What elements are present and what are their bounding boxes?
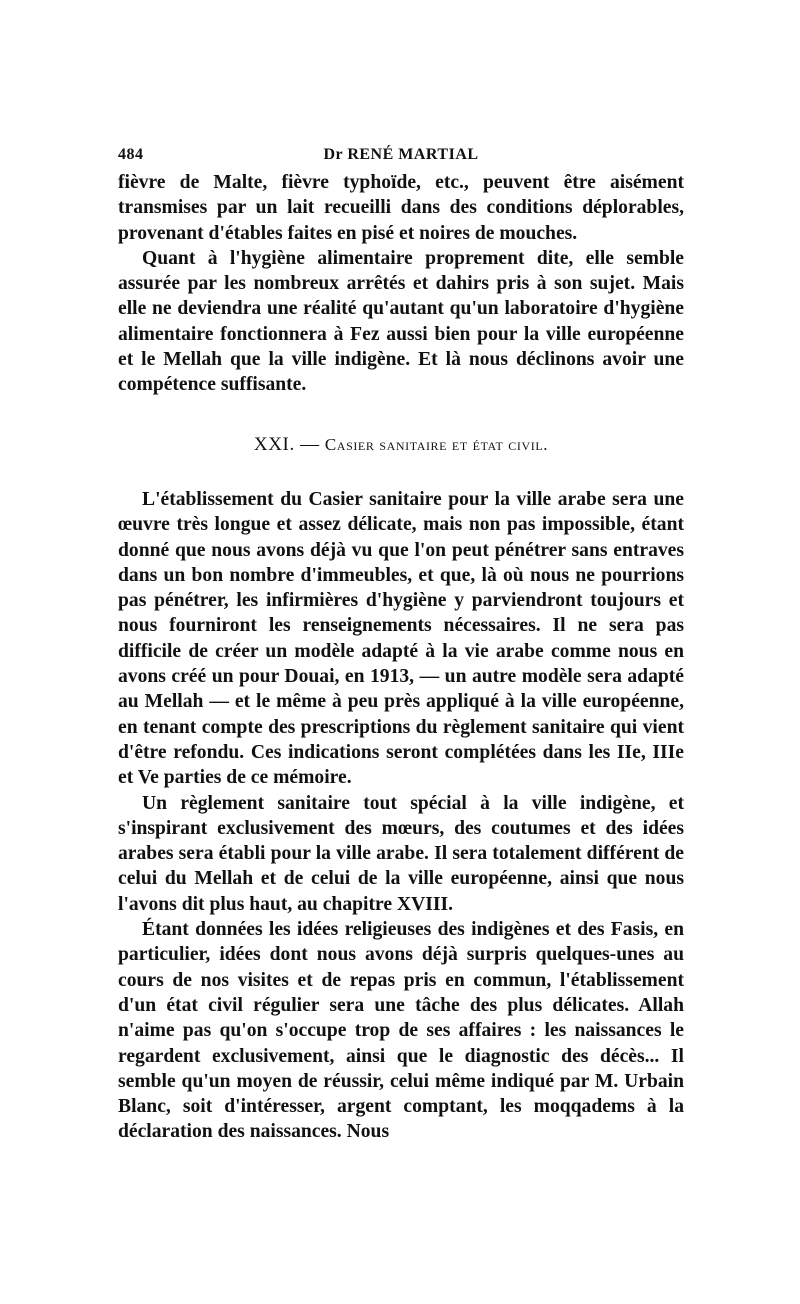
- running-title: Dr RENÉ MARTIAL: [323, 146, 479, 163]
- page-number: 484: [118, 146, 144, 163]
- book-page: [118, 140, 684, 1145]
- section-title: Casier sanitaire et état civil.: [324, 434, 549, 454]
- paragraph-etat-civil: Étant données les idées religieuses des indigènes et des Fasis, en particulier, idées dont nous avons déjà surpris quelques-unes au cours de nos visites et de repas pris en commun, l'établissement d'un état civil régulier sera une tâche des plus délicates. Allah n'aime pas qu'on s'occupe trop de ses affaires : les naissances le regardent exclusivement, ainsi que le diagnostic des décès... Il semble qu'un moyen de réussir, celui même indiqué par M. Urbain Blanc, soit d'intéresser, argent comptant, les moqqadems à la déclaration des naissances. Nous: [118, 919, 684, 1143]
- running-head: [118, 140, 684, 170]
- paragraph-alimentary-hygiene: Quant à l'hygiène alimentaire proprement dite, elle semble assurée par les nombreux arrêtés et dahirs pris à son sujet. Mais elle ne deviendra une réalité qu'autant qu'un laboratoire d'hygiène alimentaire fonctionnera à Fez aussi bien pour la ville européenne et le Mellah que la ville indigène. Et là nous déclinons avoir une compétence suffisante.: [118, 247, 684, 396]
- paragraph-reglement-sanitaire: Un règlement sanitaire tout spécial à la ville indigène, et s'inspirant exclusivement des mœurs, des coutumes et des idées arabes sera établi pour la ville arabe. Il sera totalement différent de celui du Mellah et de celui de la ville européenne, ainsi que nous l'avons dit plus haut, au chapitre XVIII.: [118, 792, 684, 915]
- page-body: [118, 170, 684, 1145]
- paragraph-casier-sanitaire: L'établissement du Casier sanitaire pour la ville arabe sera une œuvre très longue et assez délicate, mais non pas impossible, étant donné que nous avons déjà vu que l'on peut pénétrer sans entraves dans un bon nombre d'immeubles, et que, là où nous ne pourrions pas pénétrer, les infirmières d'hygiène y parviendront toujours et nous fourniront les renseignements nécessaires. Il ne sera pas difficile de créer un modèle adapté à la vie arabe comme nous en avons créé un pour Douai, en 1913, — un autre modèle sera adapté au Mellah — et le même à peu près appliqué à la ville européenne, en tenant compte des prescriptions du règlement sanitaire qui vient d'être refondu. Ces indications seront complétées dans les IIe, IIIe et Ve parties de ce mémoire.: [118, 488, 684, 789]
- section-heading: [118, 432, 684, 457]
- section-number: XXI. —: [253, 433, 320, 455]
- paragraph-continued: fièvre de Malte, fièvre typhoïde, etc., peuvent être aisément transmises par un lait recueilli dans des conditions déplorables, provenant d'étables faites en pisé et noires de mouches.: [118, 172, 684, 244]
